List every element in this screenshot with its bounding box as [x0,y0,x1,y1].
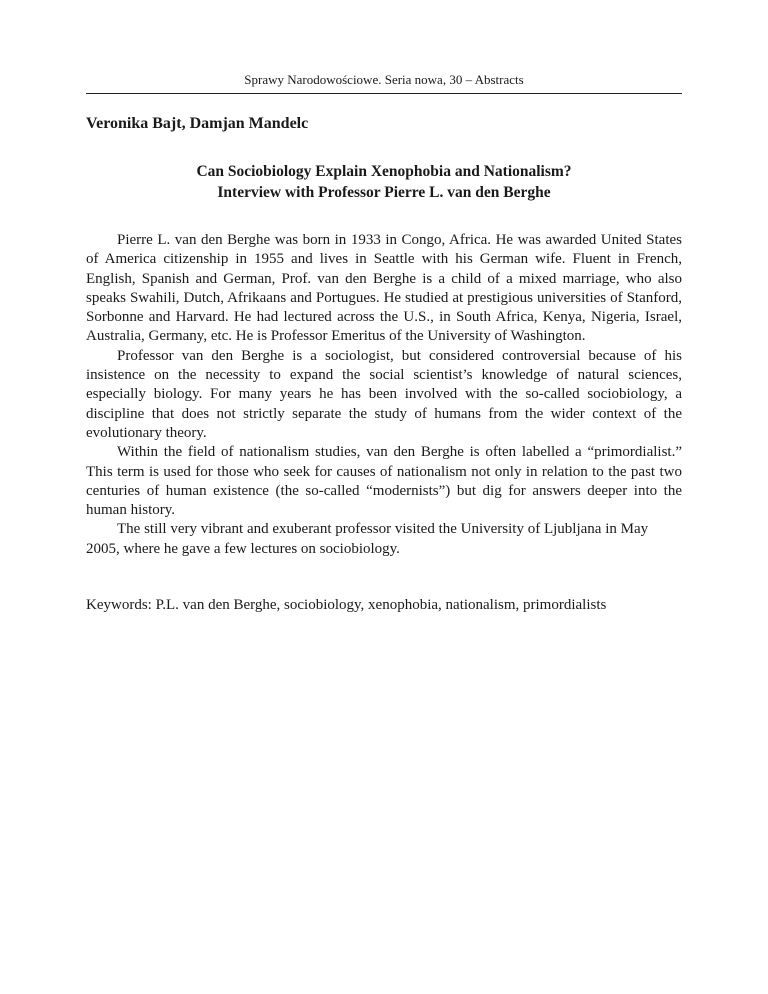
abstract-paragraph-4: The still very vibrant and exuberant professor visited the University of Ljubljana in May 2005, where he gave a few lectures on sociobiology. [86,521,649,557]
article-title [86,161,682,203]
running-header: Sprawy Narodowościowe. Seria nowa, 30 – Abstracts [86,70,682,94]
article-title-line-2: Interview with Professor Pierre L. van den Berghe [217,184,551,201]
abstract-paragraph-3: Within the field of nationalism studies, van den Berghe is often labelled a “primordialist.” This term is used for those who seek for causes of nationalism not only in relation to the past two centuries of human existence (the so-called “modernists”) but dig for answers deeper into the human history. [86,444,682,519]
keywords-line: Keywords: P.L. van den Berghe, sociobiology, xenophobia, nationalism, primordialists [86,597,607,613]
article-title-line-1: Can Sociobiology Explain Xenophobia and Nationalism? [196,163,572,180]
abstract-paragraph-2: Professor van den Berghe is a sociologist, but considered controversial because of his insistence on the necessity to expand the social scientist’s knowledge of natural sciences, especially biology. For many years he has been involved with the so-called sociobiology, a discipline that does not strictly separate the study of humans from the wider context of the evolutionary theory. [86,347,682,441]
abstract-paragraph-1: Pierre L. van den Berghe was born in 1933 in Congo, Africa. He was awarded United States of America citizenship in 1955 and lives in Seattle with his German wife. Fluent in French, English, Spanish and German, Prof. van den Berghe is a child of a mixed marriage, who also speaks Swahili, Dutch, Afrikaans and Portugues. He studied at prestigious universities of Stanford, Sorbonne and Harvard. He had lectured across the U.S., in South Africa, Kenya, Nigeria, Israel, Australia, Germany, etc. He is Professor Emeritus of the University of Washington. [86,232,682,345]
abstract-body [86,231,682,559]
article-authors: Veronika Bajt, Damjan Mandelc [86,115,309,132]
